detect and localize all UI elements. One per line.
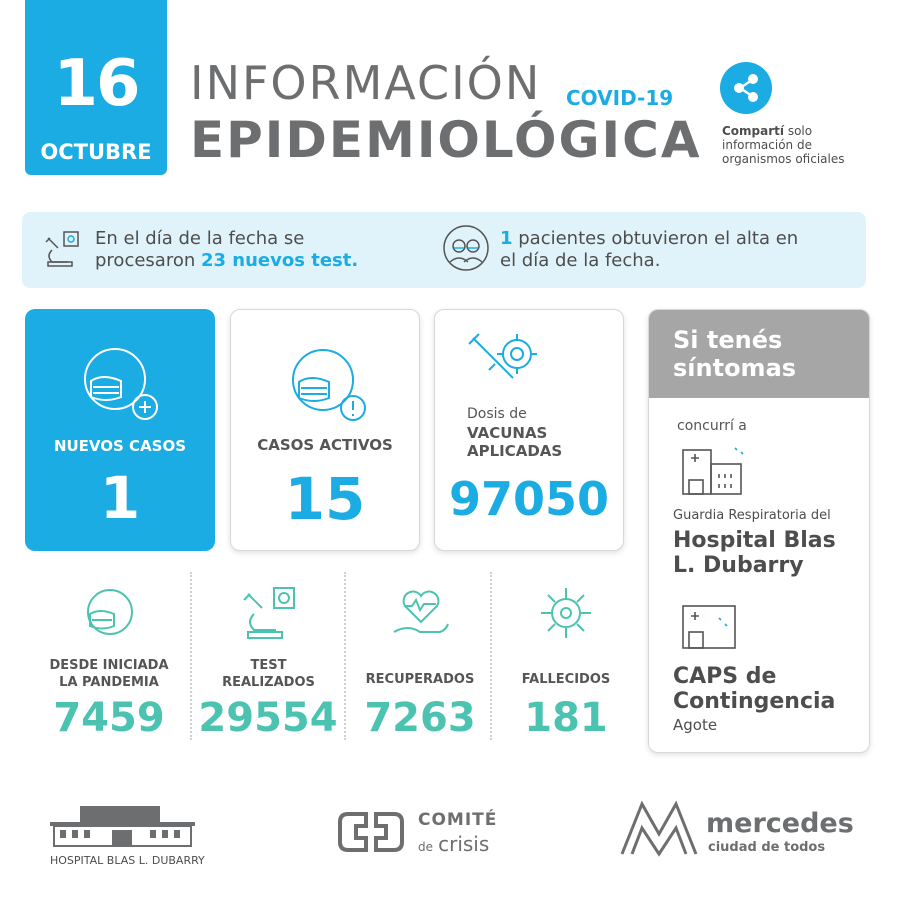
comite-subtitle — [418, 832, 489, 856]
hospital-name-line1: Hospital Blas — [673, 528, 836, 553]
divider — [490, 572, 492, 740]
date-badge — [25, 0, 167, 175]
stat-pandemic-line1: DESDE INICIADA — [49, 658, 169, 673]
hospital-name — [673, 528, 836, 578]
share-rest: solo — [784, 124, 813, 138]
tests-line1: En el día de la fecha se — [95, 228, 305, 249]
new-cases-label: NUEVOS CASOS — [53, 437, 187, 455]
active-cases-value: 15 — [284, 465, 366, 533]
stat-recovered-label: RECUPERADOS — [365, 672, 475, 687]
vaccines-label — [467, 424, 562, 460]
vaccines-label-line2: APLICADAS — [467, 442, 563, 460]
mercedes-logo-icon — [618, 796, 700, 862]
hospital-sub: Guardia Respiratoria del — [673, 508, 831, 523]
go-to-text: concurrí a — [677, 418, 747, 434]
hospital-building-icon — [679, 444, 749, 502]
date-day: 16 — [53, 47, 139, 121]
vaccines-value: 97050 — [448, 472, 610, 526]
mask-head-icon — [78, 584, 140, 650]
share-bold: Compartí — [722, 124, 785, 138]
new-cases-card — [25, 309, 215, 551]
vaccines-card — [434, 309, 624, 551]
stat-pandemic-line2: LA PANDEMIA — [59, 675, 159, 690]
caps-place: Agote — [673, 716, 718, 734]
discharge-line2: el día de la fecha. — [500, 250, 661, 271]
microscope-icon — [238, 584, 300, 650]
symptoms-header — [649, 310, 869, 398]
share-icon[interactable] — [720, 62, 772, 114]
covid-tag: COVID-19 — [566, 86, 674, 110]
stat-pandemic-label — [30, 657, 188, 691]
mercedes-sub: ciudad de todos — [708, 840, 826, 855]
stat-pandemic-value: 7459 — [53, 695, 165, 741]
caps-building-icon — [679, 600, 739, 656]
syringe-virus-icon — [465, 330, 545, 404]
heart-hand-icon — [390, 580, 452, 646]
date-month: OCTUBRE — [40, 140, 152, 164]
tests-highlight: 23 nuevos test. — [200, 250, 359, 271]
comite-de: de — [418, 840, 433, 854]
active-cases-label: CASOS ACTIVOS — [257, 436, 393, 454]
divider — [190, 572, 192, 740]
stat-tests-label — [196, 657, 341, 691]
active-cases-card — [230, 309, 420, 551]
hospital-caption: HOSPITAL BLAS L. DUBARRY — [50, 854, 205, 867]
divider — [344, 572, 346, 740]
title-line2: EPIDEMIOLÓGICA — [190, 111, 702, 169]
symptoms-title-line2: síntomas — [673, 354, 797, 382]
caps-line1: CAPS de — [673, 664, 777, 689]
caps-line2: Contingencia — [673, 689, 836, 714]
new-cases-value: 1 — [99, 464, 141, 532]
stat-deaths-value: 181 — [524, 695, 608, 741]
mercedes-name: mercedes — [706, 808, 854, 839]
share-notice — [722, 124, 872, 166]
symptoms-title-line1: Si tenés — [673, 326, 783, 354]
share-line3: organismos oficiales — [722, 152, 845, 166]
caps-name — [673, 664, 835, 714]
mask-plus-icon — [73, 339, 165, 435]
tests-line2-pre: procesaron — [95, 250, 201, 271]
discharge-text — [500, 228, 798, 272]
discharge-number: 1 — [500, 228, 513, 249]
comite-crisis: crisis — [438, 832, 490, 856]
discharge-line1: pacientes obtuvieron el alta en — [512, 228, 799, 249]
mask-alert-icon — [281, 340, 373, 436]
comite-title: COMITÉ — [418, 810, 498, 830]
tests-text — [95, 228, 358, 272]
lab-icon — [40, 228, 84, 276]
stat-deaths-label: FALLECIDOS — [521, 672, 611, 687]
stat-tests-line1: TEST — [250, 658, 287, 673]
title-line1: INFORMACIÓN — [190, 56, 542, 110]
vaccines-label-line1: VACUNAS — [467, 424, 548, 442]
virus-icon — [535, 582, 597, 648]
stat-recovered-value: 7263 — [364, 695, 476, 741]
comite-logo-icon — [336, 808, 406, 860]
share-line2: información de — [722, 138, 812, 152]
stat-tests-line2: REALIZADOS — [222, 675, 315, 690]
stat-tests-value: 29554 — [198, 695, 338, 741]
vaccines-label-small: Dosis de — [467, 406, 527, 422]
hospital-logo — [50, 802, 195, 854]
hospital-name-line2: L. Dubarry — [673, 553, 804, 578]
symptoms-panel — [648, 309, 870, 753]
doctors-icon — [442, 224, 490, 276]
